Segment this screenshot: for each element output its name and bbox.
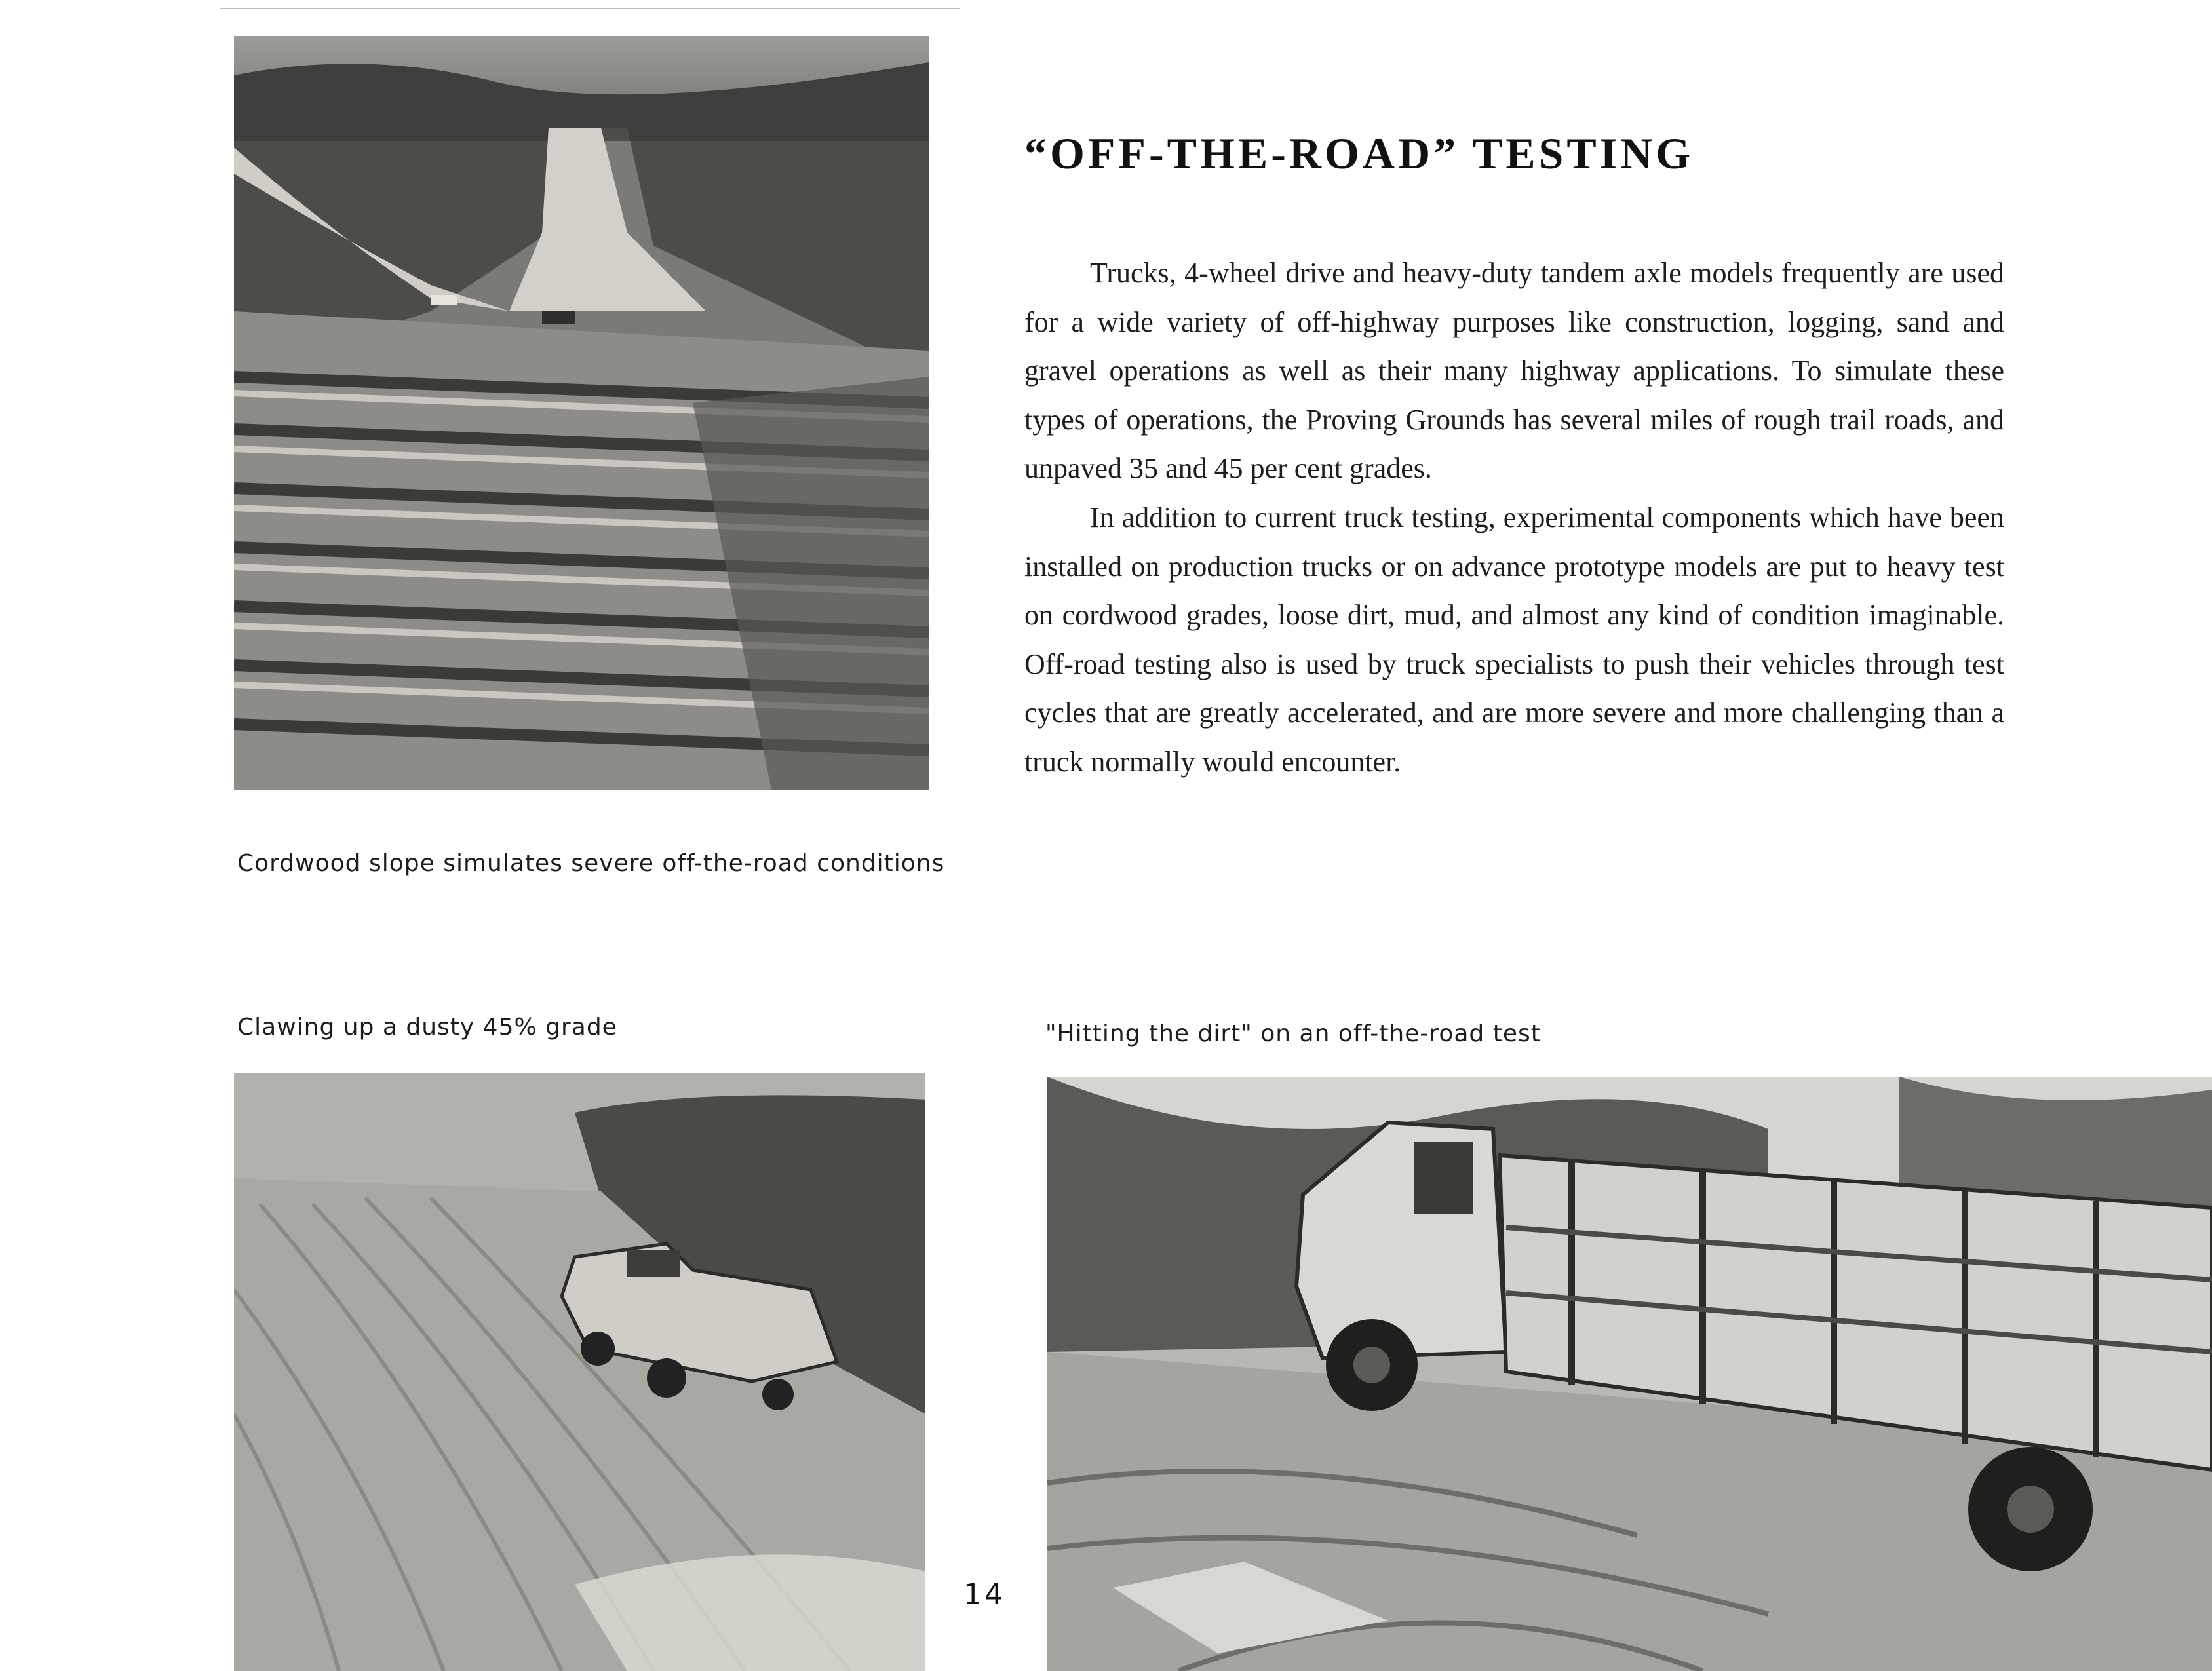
- cordwood-slope-photo: [234, 36, 929, 790]
- dirt-photo-caption: "Hitting the dirt" on an off-the-road test: [1045, 1020, 1541, 1047]
- grade-climb-photo: [234, 1073, 925, 1671]
- body-paragraph-2: In addition to current truck testing, experimental components which have been installed on production trucks or on advance prototype models are put to heavy test on cordwood grades, loose dirt, mud, and almost any kind of condition imaginable. Off-road testing also is used by truck specialists to push their vehicles through test cycles that are greatly accelerated, and are more severe and more challenging than a truck normally would encounter.: [1024, 501, 2004, 778]
- page-number: 14: [963, 1578, 1005, 1611]
- body-text: [1024, 249, 2004, 787]
- grade-photo-caption: Clawing up a dusty 45% grade: [237, 1014, 617, 1041]
- stake-truck-photo: [1047, 1077, 2212, 1671]
- cordwood-photo-caption: Cordwood slope simulates severe off-the-road conditions: [237, 850, 945, 877]
- body-paragraph-1: Trucks, 4-wheel drive and heavy-duty tandem axle models frequently are used for a wide variety of off-highway purposes like construction, logging, sand and gravel operations as well as their many highway applications. To simulate these types of operations, the Proving Grounds has several miles of rough trail roads, and unpaved 35 and 45 per cent grades.: [1024, 257, 2004, 485]
- top-rule: [220, 8, 960, 9]
- page-title: “OFF-THE-ROAD” TESTING: [1024, 128, 1694, 178]
